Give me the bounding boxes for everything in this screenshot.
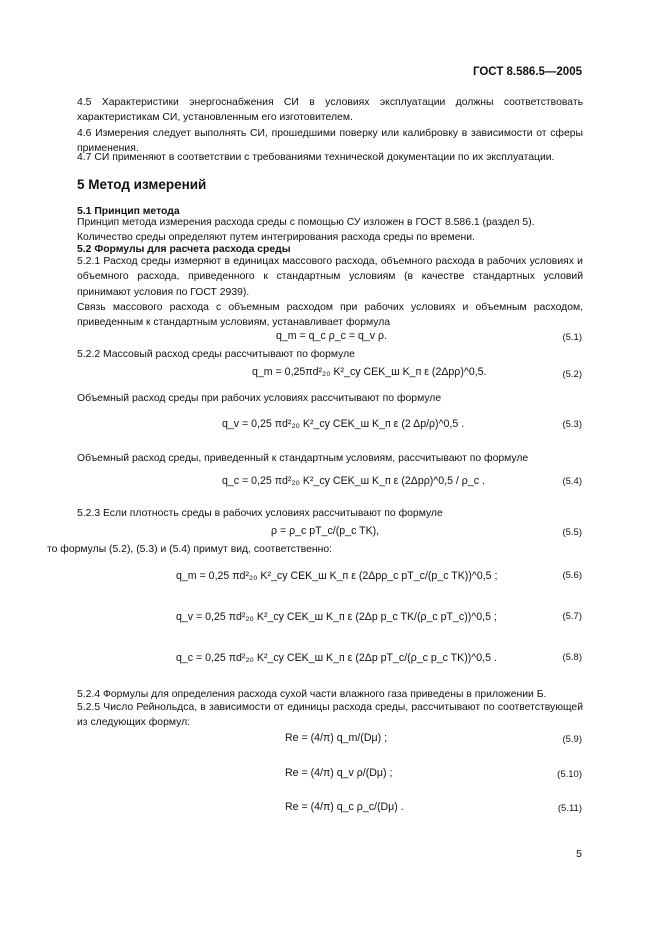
equation-number: (5.1) [562,332,582,343]
subsection-title-5-2: 5.2 Формулы для расчета расхода среды [77,244,291,255]
formula-5-8: q_c = 0,25 πd²₂₀ K²_су CEK_ш K_п ε (2Δp pT_c/(ρ_c p_c TK))^0,5 . [176,652,497,664]
formula-5-7: q_v = 0,25 πd²₂₀ K²_су CEK_ш K_п ε (2Δp p_c TK/(ρ_c pT_c))^0,5 ; [176,611,497,623]
formula-5-6: q_m = 0,25 πd²₂₀ K²_су CEK_ш K_п ε (2Δpρ_c pT_c/(p_c TK))^0,5 ; [176,570,498,582]
paragraph-4-6: 4.6 Измерения следует выполнять СИ, прошедшими поверку или калибровку в зависимости от сферы применения. [77,128,583,155]
paragraph-4-5: 4.5 Характеристики энергоснабжения СИ в условиях эксплуатации должны соответствовать характеристикам СИ, установленным его изготовителем. [77,97,583,124]
formula-5-1: q_m = q_c ρ_c = q_v ρ. [276,330,387,342]
paragraph-5-2-3-b: то формулы (5.2), (5.3) и (5.4) примут вид, соответственно: [47,544,333,555]
paragraph-5-1-b: Количество среды определяют путем интегрирования расхода среды по времени. [77,232,475,243]
formula-5-5: ρ = ρ_c pT_c/(p_c TK), [271,525,380,537]
paragraph-5-2-2-b: Объемный расход среды при рабочих условиях рассчитывают по формуле [77,393,442,404]
page-number: 5 [576,848,582,860]
equation-number: (5.2) [562,369,582,380]
equation-number: (5.7) [562,611,582,622]
equation-number: (5.11) [557,803,582,814]
paragraph-5-1-a: Принцип метода измерения расхода среды с помощью СУ изложен в ГОСТ 8.586.1 (раздел 5). [77,217,535,228]
equation-number: (5.4) [562,476,582,487]
paragraph-5-2-2-c: Объемный расход среды, приведенный к стандартным условиям, рассчитывают по формуле [77,453,529,464]
paragraph-5-2-2: 5.2.2 Массовый расход среды рассчитывают по формуле [77,349,355,360]
formula-5-9: Re = (4/π) q_m/(Dμ) ; [285,732,388,744]
equation-number: (5.9) [562,734,582,745]
formula-5-4: q_c = 0,25 πd²₂₀ K²_су CEK_ш K_п ε (2Δpρ)^0,5 / ρ_c . [222,475,485,487]
paragraph-5-2-5: 5.2.5 Число Рейнольдса, в зависимости от единицы расхода среды, рассчитывают по соответствующей из следующих формул: [77,702,583,729]
subsection-title-5-1: 5.1 Принцип метода [77,206,180,217]
paragraph-5-2-1: 5.2.1 Расход среды измеряют в единицах массового расхода, объемного расхода в рабочих условиях и объемного расхода, приведенного к стандартным условиям (в качестве стандартных условий принимают условия по ГОСТ 2939). [77,256,583,298]
equation-number: (5.6) [562,570,582,581]
document-header: ГОСТ 8.586.5—2005 [472,66,582,78]
formula-5-2: q_m = 0,25πd²₂₀ K²_су CEK_ш K_п ε (2Δpρ)^0,5. [252,366,487,378]
paragraph-5-2-3: 5.2.3 Если плотность среды в рабочих условиях рассчитывают по формуле [77,508,443,519]
paragraph-5-2-4: 5.2.4 Формулы для определения расхода сухой части влажного газа приведены в приложении Б. [77,689,547,700]
equation-number: (5.8) [562,652,582,663]
equation-number: (5.5) [562,527,582,538]
equation-number: (5.10) [557,769,582,780]
formula-5-3: q_v = 0,25 πd²₂₀ K²_су CEK_ш K_п ε (2 Δp/ρ)^0,5 . [222,418,465,430]
equation-number: (5.3) [562,419,582,430]
formula-5-11: Re = (4/π) q_c ρ_c/(Dμ) . [285,801,404,813]
formula-5-10: Re = (4/π) q_v ρ/(Dμ) ; [285,767,393,779]
section-title-5: 5 Метод измерений [77,177,207,192]
paragraph-5-2-1-b: Связь массового расхода с объемным расходом при рабочих условиях и объемным расходом, приведенным к стандартным условиям, устанавливает формула [77,302,583,329]
paragraph-4-7: 4.7 СИ применяют в соответствии с требованиями технической документации по их эксплуатации. [77,152,555,163]
